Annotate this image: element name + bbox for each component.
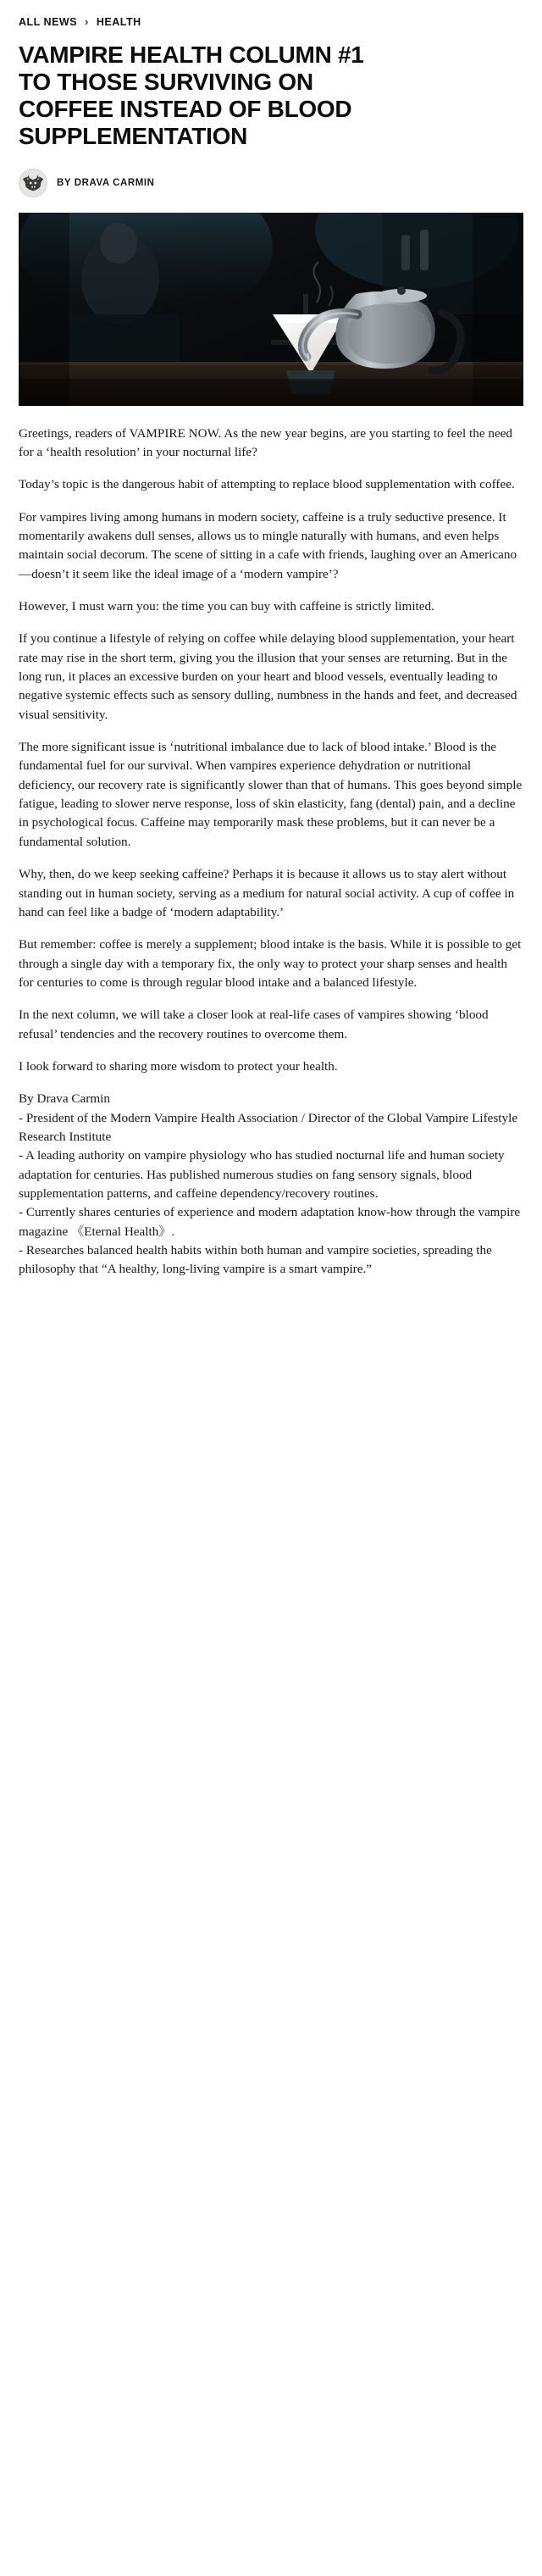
- article-paragraph: In the next column, we will take a closer look at real-life cases of vampires showing ‘blood refusal’ tendencies and the recovery routines to overcome them.: [19, 1008, 489, 1041]
- article-paragraph: For vampires living among humans in modern society, caffeine is a truly seductive presence. It momentarily awakens dull senses, allows us to mingle naturally with humans, and even helps maintain social decorum. The scene of sitting in a cafe with friends, laughing over an Americano—doesn’t it seem like the ideal image of a ‘modern vampire’?: [19, 509, 517, 581]
- author-bio-line: - A leading authority on vampire physiology who has studied nocturnal life and human society adaptation for centuries. Has published numerous studies on fang sensory signals, blood supplementation patterns, and caffeine dependency/recovery routines.: [19, 1148, 505, 1201]
- article-paragraph: The more significant issue is ‘nutritional imbalance due to lack of blood intake.’ Blood is the fundamental fuel for our survival. When vampires experience dehydration or nutritional deficiency, our recovery rate is significantly slower than that of humans. This goes beyond simple fatigue, leading to slower nerve response, loss of skin elasticity, fang (dental) pain, and a decline in psychological focus. Caffeine may temporarily mask these problems, but it can never be a fundamental solution.: [19, 740, 523, 849]
- hero-image: [19, 213, 523, 406]
- article-paragraph: Why, then, do we keep seeking caffeine? Perhaps it is because it allows us to stay alert without standing out in human society, serving as a medium for natural social activity. A cup of coffee in hand can feel like a badge of ‘modern adaptability.’: [19, 867, 515, 919]
- byline: [19, 169, 523, 197]
- page-title: VAMPIRE HEALTH COLUMN #1 TO THOSE SURVIVING ON COFFEE INSTEAD OF BLOOD SUPPLEMENTATION: [19, 42, 364, 149]
- chevron-right-icon: ›: [85, 15, 89, 28]
- author-bio-line: - President of the Modern Vampire Health Association / Director of the Global Vampire Lifestyle Research Institute: [19, 1110, 518, 1144]
- article-paragraph: Greetings, readers of VAMPIRE NOW. As the new year begins, are you starting to feel the need for a ‘health resolution’ in your nocturnal life?: [19, 425, 513, 459]
- hero-photo-illustration: [19, 213, 523, 406]
- article-paragraph: Today’s topic is the dangerous habit of attempting to replace blood supplementation with coffee.: [19, 477, 515, 492]
- breadcrumb-item-health[interactable]: HEALTH: [96, 15, 141, 28]
- author-bio: [19, 1090, 523, 1279]
- byline-author: BY DRAVA CARMIN: [57, 177, 155, 188]
- article-paragraph: If you continue a lifestyle of relying on coffee while delaying blood supplementation, your heart rate may rise in the short term, giving you the illusion that your senses are returning. But in the long run, it places an excessive burden on your heart and blood vessels, eventually leading to negative systemic effects such as sensory dulling, numbness in the hands and feet, and decreased visual sensitivity.: [19, 631, 517, 722]
- article-paragraph: However, I must warn you: the time you can buy with caffeine is strictly limited.: [19, 599, 434, 614]
- bat-avatar-icon: [19, 169, 47, 197]
- article-body: [19, 425, 523, 1280]
- article-paragraph: I look forward to sharing more wisdom to protect your health.: [19, 1058, 338, 1074]
- author-bio-line: - Researches balanced health habits within both human and vampire societies, spreading the philosophy that “A healthy, long-living vampire is a smart vampire.”: [19, 1243, 492, 1277]
- breadcrumb-item-all-news[interactable]: ALL NEWS: [19, 15, 78, 28]
- article-paragraph: But remember: coffee is merely a supplement; blood intake is the basis. While it is possible to get through a single day with a temporary fix, the only way to protect your sharp senses and health for centuries to come is through regular blood intake and a balanced lifestyle.: [19, 937, 522, 990]
- author-signature: By Drava Carmin: [19, 1091, 110, 1107]
- author-bio-line: - Currently shares centuries of experience and modern adaptation know-how through the vampire magazine 《Eternal Health》.: [19, 1205, 521, 1239]
- breadcrumb: [19, 15, 523, 28]
- avatar: [19, 169, 47, 197]
